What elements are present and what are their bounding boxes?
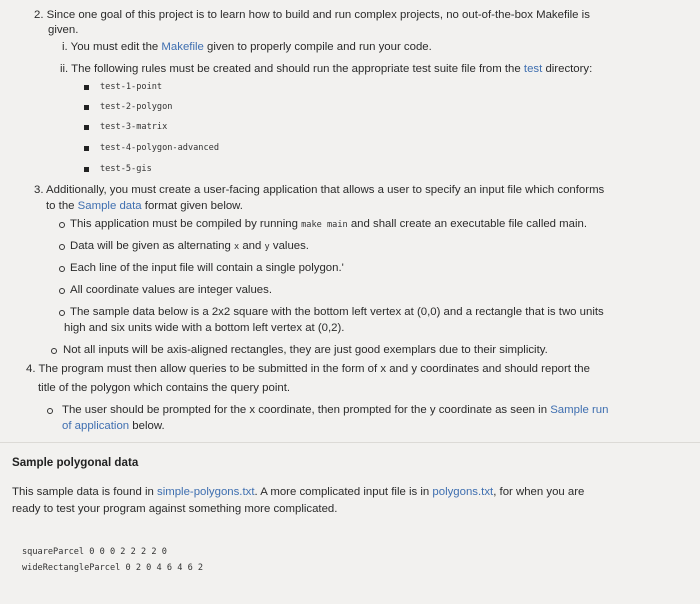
y-code: y (264, 242, 270, 252)
item-3-text-cont (46, 199, 243, 213)
square-bullet (84, 105, 89, 110)
sample-data-link[interactable]: Sample data (77, 200, 142, 212)
bullet-2-and: and (239, 240, 265, 252)
sample-paragraph-text: This sample data is found in (12, 486, 157, 498)
circle-bullet (59, 222, 65, 228)
rule-test-3-matrix: test-3-matrix (100, 122, 168, 132)
section-divider (0, 442, 700, 443)
bullet-2-text: Data will be given as alternating (70, 240, 234, 252)
test-directory-link[interactable]: test (523, 63, 543, 75)
sub-ii-text-end: directory: (542, 63, 593, 75)
square-bullet (84, 146, 89, 151)
circle-bullet (59, 244, 65, 250)
polygons-link[interactable]: polygons.txt (432, 486, 494, 498)
code-line: wideRectangleParcel 0 2 0 4 6 4 6 2 (22, 563, 204, 573)
item-2-sub-i (62, 40, 432, 54)
item-3-text: 3. Additionally, you must create a user-facing application that allows a user to specify an input file which conforms (34, 184, 605, 196)
item-3-bullet-6: Not all inputs will be axis-aligned rectangles, they are just good exemplars due to their simplicity. (63, 344, 548, 356)
item-2-text: 2. Since one goal of this project is to learn how to build and run complex projects, no out-of-the-box Makefile is (34, 9, 590, 21)
rule-test-2-polygon: test-2-polygon (100, 102, 173, 112)
item-2-sub-ii (60, 62, 592, 76)
item-2-text-cont: given. (48, 24, 79, 36)
item-3-bullet-3: Each line of the input file will contain a single polygon.' (70, 262, 344, 274)
make-main-code: make main (301, 220, 348, 230)
rule-test-4-polygon-advanced: test-4-polygon-advanced (100, 143, 219, 153)
bullet-2-text-end: values. (269, 240, 309, 252)
item-3-text-prefix: to the (46, 200, 78, 212)
of-application-link[interactable]: of application (62, 420, 130, 432)
square-bullet (84, 167, 89, 172)
rule-test-1-point: test-1-point (100, 82, 163, 92)
item-4-bullet-1 (62, 403, 608, 417)
sub-ii-text: ii. The following rules must be created and should run the appropriate test suite file from the (60, 63, 524, 75)
square-bullet (84, 85, 89, 90)
circle-bullet (51, 348, 57, 354)
item-4-bullet-text: The user should be prompted for the x coordinate, then prompted for the y coordinate as seen in (62, 404, 551, 416)
sample-paragraph-end: , for when you are (493, 486, 585, 498)
bullet-1-text: This application must be compiled by running (70, 218, 302, 230)
code-line: squareParcel 0 0 0 2 2 2 2 0 (22, 547, 167, 557)
rule-test-5-gis: test-5-gis (100, 164, 152, 174)
sample-paragraph-cont: ready to test your program against something more complicated. (12, 503, 338, 515)
sample-polygonal-data-heading: Sample polygonal data (12, 456, 139, 469)
sample-paragraph (12, 485, 584, 499)
sample-paragraph-mid: . A more complicated input file is in (254, 486, 433, 498)
circle-bullet (59, 310, 65, 316)
item-3-bullet-5: The sample data below is a 2x2 square with the bottom left vertex at (0,0) and a rectangle that is two units (70, 306, 604, 318)
square-bullet (84, 125, 89, 130)
item-4-text: 4. The program must then allow queries to be submitted in the form of x and y coordinates and should report the (26, 363, 590, 375)
sub-i-text: i. You must edit the (62, 41, 162, 53)
item-3-text-suffix: format given below. (141, 200, 243, 212)
bullet-1-text-end: and shall create an executable file called main. (347, 218, 588, 230)
item-3-bullet-4: All coordinate values are integer values. (70, 284, 272, 296)
simple-polygons-link[interactable]: simple-polygons.txt (157, 486, 255, 498)
item-4-bullet-1-cont (62, 419, 165, 433)
item-4-text-cont: title of the polygon which contains the query point. (38, 382, 291, 394)
x-code: x (234, 242, 240, 252)
circle-bullet (59, 266, 65, 272)
item-3-bullet-2 (70, 239, 309, 254)
item-3-bullet-5-cont: high and six units wide with a bottom left vertex at (0,2). (64, 322, 345, 334)
sample-run-link[interactable]: Sample run (550, 404, 609, 416)
circle-bullet (59, 288, 65, 294)
circle-bullet (47, 408, 53, 414)
sub-i-text-end: given to properly compile and run your code. (203, 41, 432, 53)
makefile-link[interactable]: Makefile (161, 41, 204, 53)
item-3-bullet-1 (70, 217, 587, 232)
item-4-bullet-text-end: below. (129, 420, 165, 432)
